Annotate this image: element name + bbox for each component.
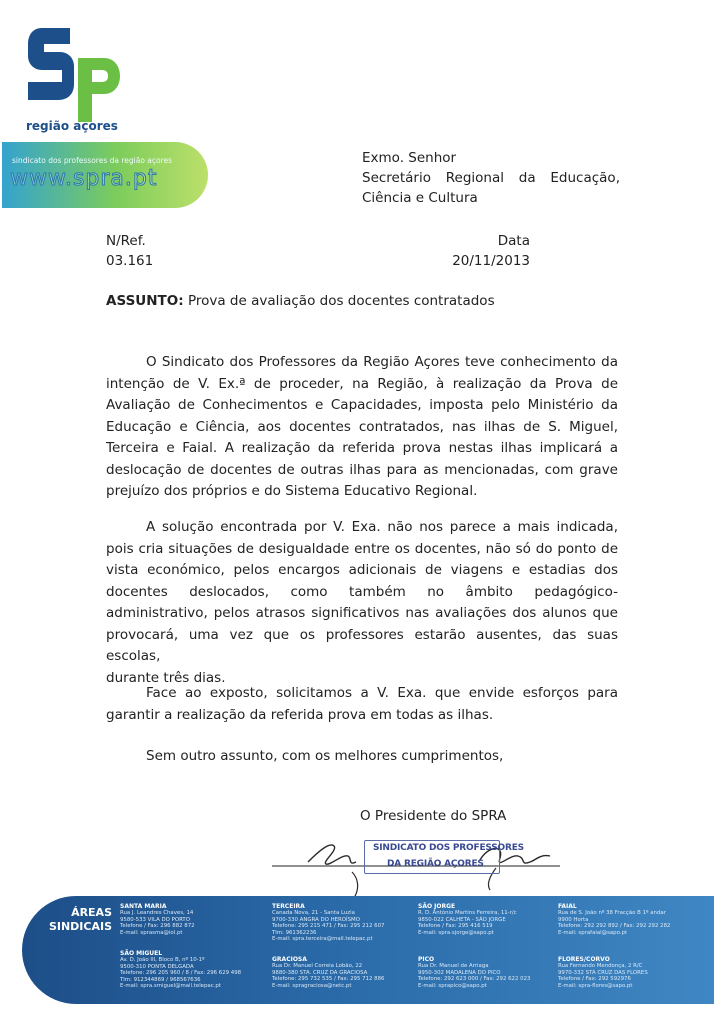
paragraph-line: durante três dias.	[106, 669, 226, 686]
office-name: TERCEIRA	[272, 903, 305, 910]
office-line: 9950-302 MADALENA DO PICO	[418, 969, 501, 976]
office-line: Canada Nova, 21 - Santa Luzia	[272, 910, 355, 917]
paragraph-line: Avaliação de Conhecimentos e Capacidades, imposta pelo Ministério da	[106, 397, 618, 413]
office-santa-maria	[120, 904, 270, 936]
office-name: FAIAL	[558, 903, 577, 910]
paragraph-line: O Sindicato dos Professores da Região Açores teve conhecimento da	[146, 354, 618, 370]
office-name: SANTA MARIA	[120, 903, 167, 910]
website-url: www.spra.pt	[10, 166, 158, 191]
body-paragraph-1	[106, 352, 618, 503]
office-line: E-mail: sprasma@iol.pt	[120, 929, 183, 936]
paragraph-line: prejuízo dos próprios e do Sistema Educativo Regional.	[106, 483, 478, 499]
office-sao-miguel	[120, 951, 270, 989]
office-line: E-mail: sprapico@sapo.pt	[418, 982, 487, 989]
paragraph-line: vista económico, pelos encargos adicionais de viagens e estadias dos	[106, 562, 618, 578]
date-block	[440, 231, 530, 271]
paragraph-line: pois cria situações de desigualdade entre os docentes, não só do ponto de	[106, 540, 618, 557]
office-line: E-mail: sprafaial@sapo.pt	[558, 929, 628, 936]
office-line: Rua Dr. Manuel Correia Lobão, 22	[272, 963, 363, 970]
stamp-line-1: SINDICATO DOS PROFESSORES	[373, 843, 524, 853]
subject-label: ASSUNTO:	[106, 293, 184, 309]
paragraph-line: intenção de V. Ex.ª de proceder, na Região, à realização da Prova de	[106, 375, 618, 392]
office-line: Telefone: 292 292 892 / Fax: 292 292 282	[558, 923, 671, 930]
date-value: 20/11/2013	[452, 253, 530, 269]
office-line: Av. D. João III, Bloco B, nº 10-1º	[120, 957, 205, 964]
office-line: Telefone / Fax: 295 416 519	[418, 923, 493, 930]
office-line: Telefone / Fax: 292 592976	[558, 976, 631, 983]
spra-logo-mark-icon	[22, 22, 122, 122]
addressee-department: Ciência e Cultura	[362, 190, 478, 206]
banner-tagline: sindicato dos professores da região açores	[12, 156, 173, 165]
office-line: 9700-330 ANGRA DO HEROÍSMO	[272, 916, 360, 923]
office-name: SÃO JORGE	[418, 903, 456, 910]
signature-area	[268, 832, 568, 900]
footer-heading-line-1: ÁREAS	[71, 906, 112, 919]
closing-paragraph	[106, 746, 618, 768]
office-line: Tlm: 912344869 / 968567636	[120, 976, 201, 983]
body-paragraph-3	[106, 683, 618, 726]
office-flores-corvo	[558, 957, 708, 989]
date-label: Data	[497, 233, 530, 249]
office-line: Telefone: 295 215 471 / Fax: 295 212 607	[272, 923, 385, 930]
reference-value: 03.161	[106, 253, 154, 269]
office-line: 9900 Horta	[558, 916, 589, 923]
paragraph-line: provocará, uma vez que os professores estarão ausentes, das suas escolas,	[106, 626, 618, 664]
paragraph-line: Sem outro assunto, com os melhores cumprimentos,	[146, 748, 504, 764]
office-graciosa	[272, 957, 422, 989]
office-line: R. D. António Martins Ferreira, 11-r/c	[418, 910, 517, 917]
addressee-title: Secretário Regional da Educação,	[362, 170, 620, 186]
office-line: Rua de S. João nº 38 Fracção B 1º andar	[558, 910, 666, 917]
footer-offices-band	[22, 896, 714, 1004]
paragraph-line: Educação e Ciência, aos docentes contratados, nas ilhas de S. Miguel,	[106, 418, 618, 435]
office-line: E-mail: spragraciosa@netc.pt	[272, 982, 352, 989]
logo-region-text: região açores	[26, 119, 118, 133]
office-line: 9580-533 VILA DO PORTO	[120, 916, 190, 923]
office-terceira	[272, 904, 422, 942]
office-line: 9850-022 CALHETA - SÃO JORGE	[418, 916, 506, 923]
office-line: 9970-332 STA CRUZ DAS FLORES	[558, 969, 648, 976]
reference-block	[106, 231, 153, 271]
signoff-title: O Presidente do SPRA	[360, 808, 507, 824]
spra-logo	[22, 22, 122, 130]
addressee-salutation: Exmo. Senhor	[362, 150, 457, 166]
office-line: E-mail: spra.smiguel@mail.telepac.pt	[120, 983, 221, 990]
office-line: Telefone: 292 623 000 / Fax: 292 622 023	[418, 976, 531, 983]
subject-text: Prova de avaliação dos docentes contratados	[187, 293, 495, 309]
office-line: Telefone / Fax: 296 882 872	[120, 923, 195, 930]
office-line: E-mail: spra.sjorge@sapo.pt	[418, 929, 494, 936]
paragraph-line: garantir a realização da referida prova em todas as ilhas.	[106, 706, 494, 723]
footer-heading-line-2: SINDICAIS	[48, 920, 112, 933]
office-line: Tlm: 961362236	[272, 929, 317, 936]
reference-label: N/Ref.	[106, 233, 146, 249]
office-name: FLORES/CORVO	[558, 956, 610, 963]
body-paragraph-2	[106, 517, 618, 689]
paragraph-line: administrativo, pelos atrasos significativos nas avaliações dos alunos que	[106, 605, 618, 621]
paragraph-line: deslocação de docentes de outras ilhas para as mencionadas, com grave	[106, 461, 618, 478]
office-pico	[418, 957, 568, 989]
office-line: E-mail: spra.terceira@mail.telepac.pt	[272, 936, 373, 943]
office-line: Rua J. Leandres Chaves, 14	[120, 910, 194, 917]
office-line: E-mail: spra-flores@sapo.pt	[558, 982, 633, 989]
office-line: Telefone: 296 205 960 / 8 / Fax: 296 629 498	[120, 970, 242, 977]
office-line: 9500-310 PONTA DELGADA	[120, 963, 194, 970]
office-line: Telefone: 295 732 535 / Fax: 295 712 886	[272, 976, 385, 983]
union-stamp	[364, 840, 524, 874]
office-name: GRACIOSA	[272, 956, 307, 963]
footer-heading	[48, 906, 112, 934]
office-line: Rua Fernando Mendonça, 2 R/C	[558, 963, 643, 970]
addressee-block	[362, 148, 620, 208]
website-banner	[2, 142, 208, 208]
office-faial	[558, 904, 708, 936]
office-sao-jorge	[418, 904, 568, 936]
subject-line	[106, 291, 495, 311]
office-line: Rua Dr. Manuel de Arriaga	[418, 963, 489, 970]
stamp-line-2: DA REGIÃO AÇORES	[387, 859, 484, 869]
office-line: 9880-380 STA. CRUZ DA GRACIOSA	[272, 969, 368, 976]
paragraph-line: A solução encontrada por V. Exa. não nos parece a mais indicada,	[146, 519, 618, 535]
paragraph-line: docentes deslocados, como também no âmbito pedagógico-	[106, 583, 618, 600]
office-name: SÃO MIGUEL	[120, 950, 163, 957]
paragraph-line: Face ao exposto, solicitamos a V. Exa. que envide esforços para	[146, 685, 618, 701]
office-name: PICO	[418, 956, 435, 963]
paragraph-line: Terceira e Faial. A realização da referida prova nestas ilhas implicará a	[106, 440, 618, 456]
